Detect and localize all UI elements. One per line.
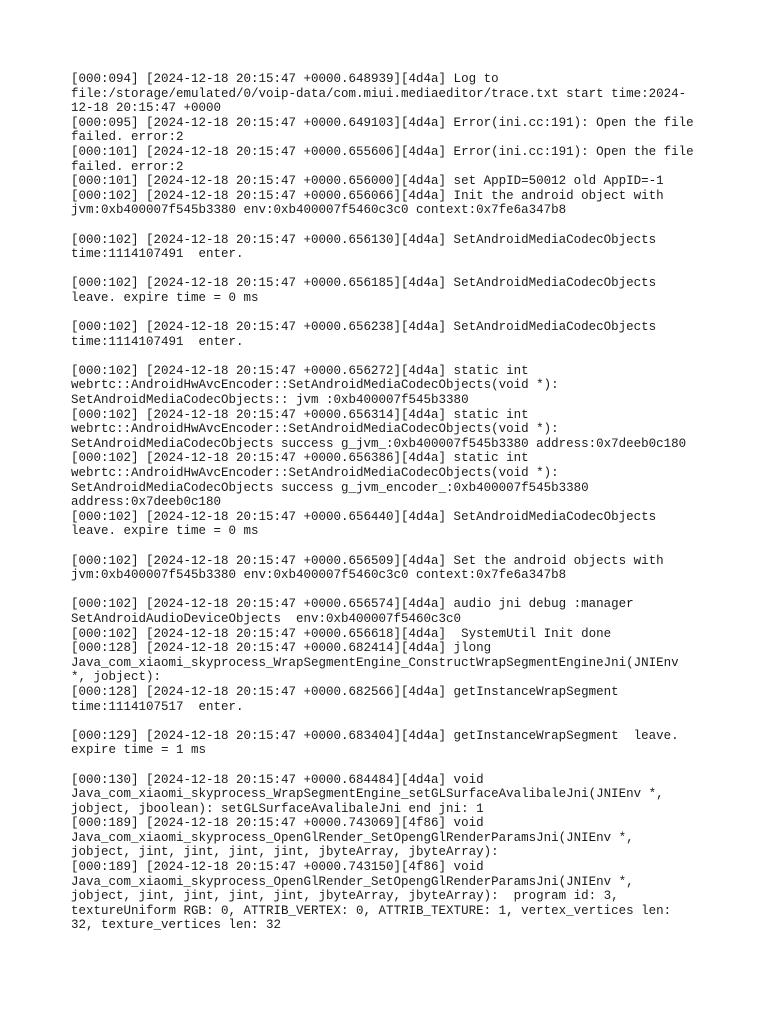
log-line: SetAndroidMediaCodecObjects success g_jvm_:0xb400007f545b3380 address:0x7deeb0c180 xyxy=(71,436,687,451)
log-line: *, jobject): xyxy=(71,670,162,685)
log-line: webrtc::AndroidHwAvcEncoder::SetAndroidMediaCodecObjects(void *): xyxy=(71,422,559,437)
log-line: [000:189] [2024-12-18 20:15:47 +0000.743150][4f86] void xyxy=(71,860,484,875)
log-line: jvm:0xb400007f545b3380 env:0xb400007f5460c3c0 context:0x7fe6a347b8 xyxy=(71,203,567,218)
log-line: [000:102] [2024-12-18 20:15:47 +0000.656314][4d4a] static int xyxy=(71,407,529,422)
log-line: [000:102] [2024-12-18 20:15:47 +0000.656185][4d4a] SetAndroidMediaCodecObjects xyxy=(71,276,657,291)
log-line: Java_com_xiaomi_skyprocess_WrapSegmentEngine_ConstructWrapSegmentEngineJni(JNIEnv xyxy=(71,655,679,670)
log-line: 32, texture_vertices len: 32 xyxy=(71,918,282,933)
log-line: SetAndroidMediaCodecObjects success g_jvm_encoder_:0xb400007f545b3380 xyxy=(71,480,589,495)
log-line: [000:128] [2024-12-18 20:15:47 +0000.682566][4d4a] getInstanceWrapSegment xyxy=(71,684,619,699)
log-line: jvm:0xb400007f545b3380 env:0xb400007f5460c3c0 context:0x7fe6a347b8 xyxy=(71,568,567,583)
log-line: Java_com_xiaomi_skyprocess_OpenGlRender_SetOpengGlRenderParamsJni(JNIEnv *, xyxy=(71,830,634,845)
log-line: time:1114107491 enter. xyxy=(71,247,244,262)
log-line: Java_com_xiaomi_skyprocess_OpenGlRender_SetOpengGlRenderParamsJni(JNIEnv *, xyxy=(71,874,634,889)
log-line: [000:102] [2024-12-18 20:15:47 +0000.656618][4d4a] SystemUtil Init done xyxy=(71,626,612,641)
log-line: [000:095] [2024-12-18 20:15:47 +0000.649103][4d4a] Error(ini.cc:191): Open the file xyxy=(71,115,694,130)
log-line xyxy=(71,306,711,321)
log-line: failed. error:2 xyxy=(71,130,184,145)
log-line: SetAndroidMediaCodecObjects:: jvm :0xb400007f545b3380 xyxy=(71,393,469,408)
log-line: [000:189] [2024-12-18 20:15:47 +0000.743069][4f86] void xyxy=(71,816,484,831)
log-line xyxy=(71,262,711,277)
log-line: jobject, jboolean): setGLSurfaceAvalibaleJni end jni: 1 xyxy=(71,801,484,816)
log-line: expire time = 1 ms xyxy=(71,743,207,758)
log-line: 12-18 20:15:47 +0000 xyxy=(71,101,222,116)
log-line: [000:102] [2024-12-18 20:15:47 +0000.656238][4d4a] SetAndroidMediaCodecObjects xyxy=(71,320,657,335)
log-line xyxy=(71,218,711,233)
log-line: jobject, jint, jint, jint, jint, jbyteArray, jbyteArray): program id: 3, xyxy=(71,889,619,904)
log-line: jobject, jint, jint, jint, jint, jbyteArray, jbyteArray): xyxy=(71,845,499,860)
log-line: [000:101] [2024-12-18 20:15:47 +0000.655606][4d4a] Error(ini.cc:191): Open the file xyxy=(71,144,694,159)
log-line: textureUniform RGB: 0, ATTRIB_VERTEX: 0, ATTRIB_TEXTURE: 1, vertex_vertices len: xyxy=(71,903,672,918)
log-line xyxy=(71,539,711,554)
log-line: [000:102] [2024-12-18 20:15:47 +0000.656440][4d4a] SetAndroidMediaCodecObjects xyxy=(71,509,657,524)
log-line xyxy=(71,714,711,729)
log-line: failed. error:2 xyxy=(71,159,184,174)
log-line: SetAndroidAudioDeviceObjects env:0xb400007f5460c3c0 xyxy=(71,611,462,626)
log-line: webrtc::AndroidHwAvcEncoder::SetAndroidMediaCodecObjects(void *): xyxy=(71,466,559,481)
log-line: [000:102] [2024-12-18 20:15:47 +0000.656386][4d4a] static int xyxy=(71,451,529,466)
log-line xyxy=(71,583,711,598)
log-line: leave. expire time = 0 ms xyxy=(71,290,259,305)
log-line: [000:130] [2024-12-18 20:15:47 +0000.684484][4d4a] void xyxy=(71,772,484,787)
log-line: [000:128] [2024-12-18 20:15:47 +0000.682414][4d4a] jlong xyxy=(71,641,492,656)
log-line: [000:094] [2024-12-18 20:15:47 +0000.648939][4d4a] Log to xyxy=(71,72,499,86)
log-line: time:1114107517 enter. xyxy=(71,699,244,714)
log-line xyxy=(71,758,711,773)
log-line: [000:129] [2024-12-18 20:15:47 +0000.683404][4d4a] getInstanceWrapSegment leave. xyxy=(71,728,679,743)
log-line: [000:102] [2024-12-18 20:15:47 +0000.656574][4d4a] audio jni debug :manager xyxy=(71,597,634,612)
log-line: [000:102] [2024-12-18 20:15:47 +0000.656272][4d4a] static int xyxy=(71,363,529,378)
log-line: [000:102] [2024-12-18 20:15:47 +0000.656130][4d4a] SetAndroidMediaCodecObjects xyxy=(71,232,657,247)
log-line xyxy=(71,349,711,364)
log-line: Java_com_xiaomi_skyprocess_WrapSegmentEngine_setGLSurfaceAvalibaleJni(JNIEnv *, xyxy=(71,787,664,802)
log-line: [000:102] [2024-12-18 20:15:47 +0000.656066][4d4a] Init the android object with xyxy=(71,188,664,203)
log-line: leave. expire time = 0 ms xyxy=(71,524,259,539)
log-line: time:1114107491 enter. xyxy=(71,334,244,349)
log-line: [000:102] [2024-12-18 20:15:47 +0000.656509][4d4a] Set the android objects with xyxy=(71,553,664,568)
log-line: file:/storage/emulated/0/voip-data/com.miui.mediaeditor/trace.txt start time:2024- xyxy=(71,86,687,101)
log-line: [000:101] [2024-12-18 20:15:47 +0000.656000][4d4a] set AppID=50012 old AppID=-1 xyxy=(71,174,664,189)
log-line: address:0x7deeb0c180 xyxy=(71,495,222,510)
log-line: webrtc::AndroidHwAvcEncoder::SetAndroidMediaCodecObjects(void *): xyxy=(71,378,559,393)
log-text-block xyxy=(71,72,711,933)
